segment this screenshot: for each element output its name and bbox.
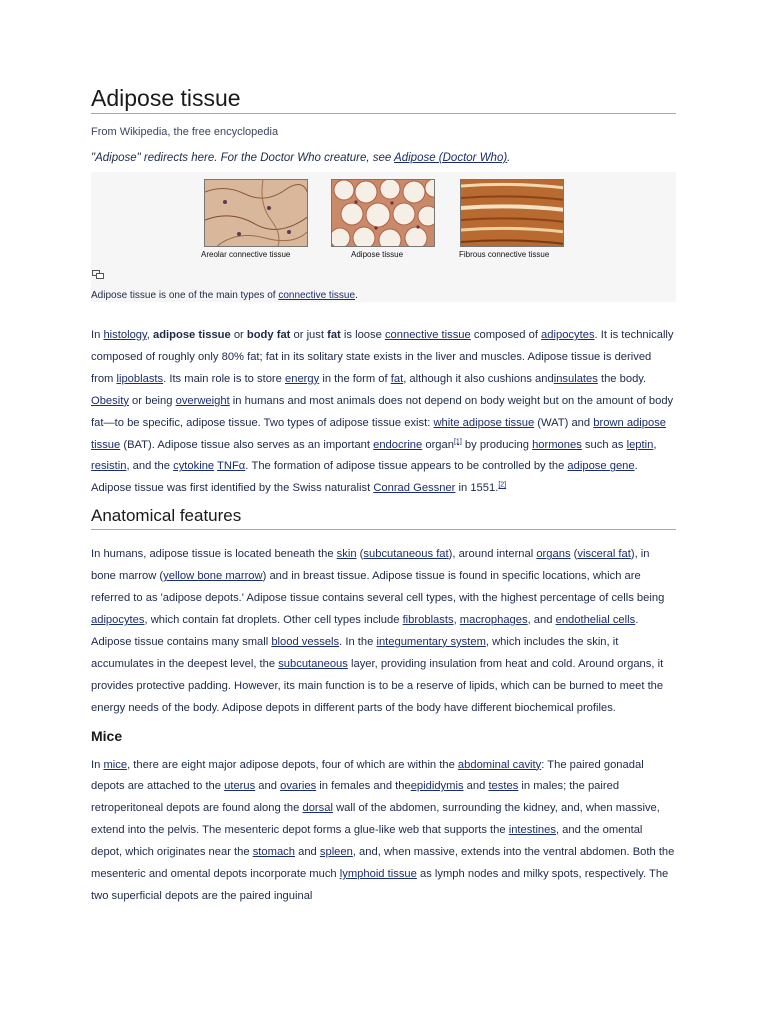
inline-link[interactable]: fibroblasts [402, 613, 454, 626]
text-run: ), in bone marrow ( [91, 548, 650, 583]
inline-link[interactable]: uterus [224, 780, 256, 793]
caption-link[interactable]: connective tissue [278, 290, 356, 301]
bold-term: body fat [246, 329, 291, 341]
magnify-icon[interactable] [92, 266, 104, 275]
text-run: in 1551. [455, 482, 499, 495]
text-run: , and the omental depot, which originates near the [91, 824, 643, 859]
text-run: ), around internal [448, 548, 537, 561]
text-run: , which includes the skin, it accumulates in the deepest level, the [91, 635, 619, 670]
inline-link[interactable]: overweight [175, 394, 230, 407]
text-run: , [146, 329, 153, 341]
citation-link[interactable]: [1] [453, 437, 462, 445]
text-run: . Adipose tissue was first identified by the Swiss naturalist [91, 460, 638, 495]
hatnote-text: "Adipose" redirects here. For the Doctor Who creature, see [91, 152, 395, 164]
text-run: in males; the paired retroperitoneal depots are found along the [91, 780, 620, 815]
figure-caption [91, 290, 358, 301]
text-run: or [230, 329, 247, 341]
section-heading-anatomical-features: Anatomical features [91, 505, 676, 530]
text-run: composed of [470, 329, 542, 341]
text-run: , which contain fat droplets. Other cell types include [144, 613, 403, 626]
inline-link[interactable]: spleen [319, 846, 353, 859]
inline-link[interactable]: histology [103, 329, 147, 341]
inline-link[interactable]: TNFα [217, 460, 246, 473]
anatomical-features-paragraph [91, 544, 676, 719]
figure-label-fibrous: Fibrous connective tissue [459, 250, 550, 259]
article [91, 84, 676, 908]
text-run: as lymph nodes and milky spots, respectively. The two superficial depots are the paired inguinal [91, 868, 669, 902]
inline-link[interactable]: fat [390, 372, 404, 385]
inline-link[interactable]: adipocytes [541, 329, 595, 341]
caption-text: Adipose tissue is one of the main types of [91, 290, 279, 301]
inline-link[interactable]: macrophages [459, 613, 528, 626]
inline-link[interactable]: dorsal [302, 802, 333, 815]
text-run: (WAT) and [534, 416, 594, 429]
inline-link[interactable]: subcutaneous fat [363, 548, 449, 561]
text-run: , and [527, 613, 556, 626]
citation-link[interactable]: [2] [498, 481, 507, 489]
text-run: organ [422, 438, 454, 451]
inline-link[interactable]: Obesity [91, 394, 129, 407]
inline-link[interactable]: endothelial cells [555, 613, 636, 626]
inline-link[interactable]: insulates [553, 372, 598, 385]
text-run: the body. [597, 372, 647, 385]
inline-link[interactable]: adipose gene [567, 460, 635, 473]
inline-link[interactable]: subcutaneous [278, 657, 348, 670]
text-run: in the form of [319, 372, 391, 385]
text-run: is loose [340, 329, 385, 341]
site-subtitle: From Wikipedia, the free encyclopedia [91, 126, 279, 138]
mice-paragraph [91, 755, 676, 908]
bold-term: fat [327, 329, 341, 341]
inline-link[interactable]: yellow bone marrow [163, 570, 263, 583]
text-run: and [255, 780, 281, 793]
inline-link[interactable]: intestines [508, 824, 556, 837]
text-run: , although it also cushions and [403, 372, 554, 385]
inline-link[interactable]: lipoblasts [116, 372, 164, 385]
inline-link[interactable]: endocrine [373, 438, 423, 451]
text-run: In humans, adipose tissue is located beneath the [91, 548, 337, 561]
text-run: . In the [339, 635, 377, 648]
inline-link[interactable]: brown adipose tissue [91, 416, 667, 451]
text-run: , and, when massive, extends into the ventral abdomen. Both the mesenteric and omental depots incorporate much [91, 846, 675, 881]
text-run: In [91, 329, 104, 341]
fibrous-tissue-image[interactable] [460, 179, 564, 247]
figure-label-adipose: Adipose tissue [351, 250, 404, 259]
text-run: . Adipose tissue contains many small [91, 613, 639, 648]
text-run: in humans and most animals does not depend on body weight but on the amount of body fat—to be specific, adipose tissue. Two types of adipose tissue exist: [91, 394, 674, 429]
text-run: . The formation of adipose tissue appears to be controlled by the [245, 460, 568, 473]
text-run: by producing [461, 438, 533, 451]
inline-link[interactable]: white adipose tissue [433, 416, 535, 429]
text-run: layer, providing insulation from heat and cold. Around organs, it provides protective padding. However, its main function is to be a reserve of lipids, which can be burned to meet the energy needs of the body. Adipose depots in different parts of the body have different biochemical profiles. [91, 657, 664, 714]
text-run: In [91, 758, 104, 771]
inline-link[interactable]: Conrad Gessner [373, 482, 456, 495]
inline-link[interactable]: adipocytes [91, 613, 145, 626]
text-run: or being [128, 394, 176, 407]
section-heading-mice: Mice [91, 727, 123, 744]
text-run: and [294, 846, 320, 859]
inline-link[interactable]: energy [285, 372, 320, 385]
inline-link[interactable]: skin [336, 548, 357, 561]
hatnote-link[interactable]: Adipose (Doctor Who) [394, 152, 508, 164]
citation-ref[interactable] [498, 482, 506, 489]
text-run: and [463, 780, 489, 793]
inline-link[interactable]: blood vessels [271, 635, 340, 648]
inline-link[interactable]: connective tissue [384, 329, 471, 341]
page-title: Adipose tissue [91, 84, 676, 114]
inline-link[interactable]: epididymis [410, 780, 464, 793]
hatnote-end: . [507, 152, 511, 164]
text-run: , there are eight major adipose depots, four of which are within the [127, 758, 458, 771]
text-run: , and the [126, 460, 174, 473]
inline-link[interactable]: resistin [91, 460, 127, 473]
figure-label-areolar: Areolar connective tissue [201, 250, 291, 259]
inline-link[interactable]: leptin [626, 438, 654, 451]
text-run: ( [356, 548, 364, 561]
text-run: (BAT). Adipose tissue also serves as an important [120, 438, 374, 451]
text-run: ) and in breast tissue. Adipose tissue is found in specific locations, which are referred to as 'adipose depots.' Adipose tissue contains several cell types, with the highest percentage of cells being [91, 570, 665, 605]
text-run: , [453, 613, 460, 626]
bold-term: adipose tissue [153, 329, 231, 341]
text-run: . It is technically composed of roughly only 80% fat; fat in its solitary state exists in the liver and muscles. Adipose tissue is derived from [91, 329, 674, 385]
hatnote [91, 151, 676, 165]
figure [91, 172, 676, 302]
inline-link[interactable]: lymphoid tissue [339, 868, 417, 881]
adipose-tissue-image[interactable] [331, 179, 435, 247]
intro-paragraph [91, 325, 676, 500]
inline-link[interactable]: hormones [532, 438, 582, 451]
inline-link[interactable]: integumentary system [376, 635, 486, 648]
inline-link[interactable]: testes [488, 780, 519, 793]
text-run: ( [570, 548, 578, 561]
text-run: in females and the [316, 780, 411, 793]
text-run: such as [581, 438, 627, 451]
text-run: . Its main role is to store [163, 372, 285, 385]
inline-link[interactable]: cytokine [173, 460, 215, 473]
text-run: wall of the abdomen, surrounding the kidney, and, when massive, extend into the pelvis. The mesenteric depot forms a glue-like web that supports the [91, 802, 660, 837]
text-run: : The paired gonadal depots are attached to the [91, 758, 644, 793]
caption-end: . [355, 290, 358, 301]
areolar-tissue-image[interactable] [204, 179, 308, 247]
inline-link[interactable]: visceral fat [577, 548, 631, 561]
text-run: , [653, 438, 657, 451]
inline-link[interactable]: mice [103, 758, 128, 771]
inline-link[interactable]: ovaries [280, 780, 317, 793]
inline-link[interactable]: organs [536, 548, 571, 561]
inline-link[interactable]: stomach [252, 846, 295, 859]
text-run: or just [290, 329, 328, 341]
citation-ref[interactable] [454, 438, 462, 445]
inline-link[interactable]: abdominal cavity [457, 758, 542, 771]
